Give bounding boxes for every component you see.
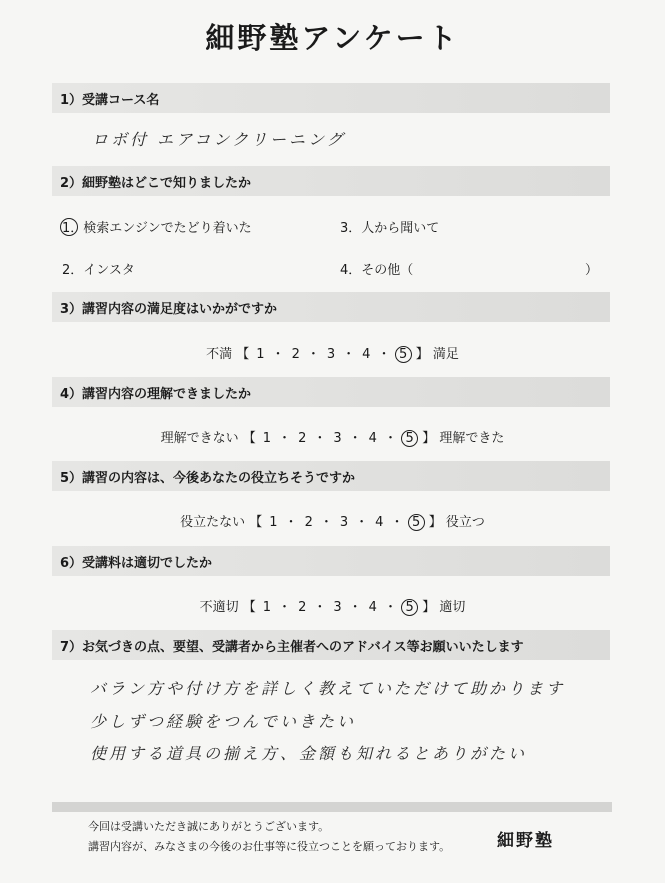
page-title: 細野塾アンケート xyxy=(205,21,460,55)
scale-left-label: 不満 xyxy=(206,347,233,362)
scale-sep: ・ xyxy=(377,347,391,362)
scale-sep: ・ xyxy=(383,431,397,446)
scale-right-label: 満足 xyxy=(432,347,459,362)
comment-line-2: 少しずつ経験をつんでいきたい xyxy=(90,712,357,731)
scale-num-selected: 5 xyxy=(395,346,412,363)
scale-sep: ・ xyxy=(348,431,362,446)
scale-satisfaction xyxy=(0,343,665,363)
scale-num: 2 xyxy=(298,431,307,446)
scale-open: 【 xyxy=(236,347,250,362)
option-search-engine: 1．検索エンジンでたどり着いた xyxy=(62,221,252,236)
question-bar-4 xyxy=(52,377,610,407)
comment-line-1: バラン方や付け方を詳しく教えていただけて助かります xyxy=(90,679,566,698)
question-5-label: 5）講習の内容は、今後あなたの役立ちそうですか xyxy=(60,471,356,486)
scale-num: 1 xyxy=(256,347,265,362)
question-1-label: 1）受講コース名 xyxy=(60,93,160,108)
scale-sep: ・ xyxy=(348,600,362,615)
scale-right-label: 理解できた xyxy=(439,431,505,446)
scale-sep: ・ xyxy=(383,600,397,615)
scale-sep: ・ xyxy=(355,515,369,530)
scale-num: 1 xyxy=(262,431,272,446)
question-bar-5 xyxy=(52,461,610,491)
option-other-close: ） xyxy=(585,263,599,278)
scale-understanding xyxy=(0,427,665,447)
scale-sep: ・ xyxy=(313,431,327,446)
scale-fee xyxy=(0,596,665,616)
scale-num: 3 xyxy=(333,600,342,615)
question-bar-7 xyxy=(52,630,610,660)
option-other: 4．その他（ xyxy=(340,263,414,278)
question-2-label: 2）細野塾はどこで知りましたか xyxy=(60,176,252,191)
scale-num-selected: 5 xyxy=(401,599,418,616)
footer-thanks: 今回は受講いただき誠にありがとうございます。 xyxy=(88,820,330,833)
scale-num: 1 xyxy=(269,515,278,530)
scale-num: 3 xyxy=(339,515,349,530)
option-word-of-mouth: 3．人から聞いて xyxy=(340,221,440,236)
scale-close: 】 xyxy=(422,431,436,446)
question-6-label: 6）受講料は適切でしたか xyxy=(60,556,213,571)
scale-num: 3 xyxy=(326,347,336,362)
scale-num: 4 xyxy=(375,515,384,530)
scale-right-label: 役立つ xyxy=(445,515,485,530)
scale-num: 4 xyxy=(368,431,377,446)
scale-num: 2 xyxy=(298,600,307,615)
scale-num: 3 xyxy=(333,431,342,446)
scale-left-label: 役立たない xyxy=(180,515,246,530)
scale-num-selected: 5 xyxy=(401,430,418,447)
scale-sep: ・ xyxy=(278,431,292,446)
footer-divider xyxy=(52,802,612,812)
scale-sep: ・ xyxy=(271,347,285,362)
question-bar-3 xyxy=(52,292,610,322)
comment-line-3: 使用する道具の揃え方、金額も知れるとありがたい xyxy=(90,744,528,763)
scale-num-selected: 5 xyxy=(408,514,425,531)
scale-right-label: 適切 xyxy=(439,600,466,615)
scale-close: 】 xyxy=(422,600,436,615)
scale-open: 【 xyxy=(242,431,256,446)
scale-sep: ・ xyxy=(319,515,333,530)
scale-close: 】 xyxy=(428,515,442,530)
scale-sep: ・ xyxy=(313,600,327,615)
option-instagram: 2．インスタ xyxy=(62,263,135,278)
question-4-label: 4）講習内容の理解できましたか xyxy=(60,387,252,402)
scale-sep: ・ xyxy=(278,600,292,615)
scale-num: 2 xyxy=(291,347,300,362)
footer-message: 講習内容が、みなさまの今後のお仕事等に役立つことを願っております。 xyxy=(88,840,451,853)
question-7-label: 7）お気づきの点、要望、受講者から主催者へのアドバイス等お願いいたします xyxy=(60,640,524,655)
scale-usefulness xyxy=(0,511,665,531)
scale-left-label: 不適切 xyxy=(199,600,239,615)
question-3-label: 3）講習内容の満足度はいかがですか xyxy=(60,302,278,317)
scale-open: 【 xyxy=(249,515,263,530)
scale-left-label: 理解できない xyxy=(160,431,239,446)
question-bar-1 xyxy=(52,83,610,113)
brand-name: 細野塾 xyxy=(497,831,554,851)
scale-open: 【 xyxy=(242,600,256,615)
scale-sep: ・ xyxy=(342,347,356,362)
scale-sep: ・ xyxy=(284,515,298,530)
scale-close: 】 xyxy=(415,347,429,362)
scale-sep: ・ xyxy=(306,347,320,362)
scale-num: 4 xyxy=(362,347,371,362)
question-bar-2 xyxy=(52,166,610,196)
answer-course-name: ロボ付 エアコンクリーニング xyxy=(92,130,346,149)
scale-num: 2 xyxy=(304,515,313,530)
scale-num: 1 xyxy=(262,600,272,615)
scale-num: 4 xyxy=(368,600,377,615)
question-bar-6 xyxy=(52,546,610,576)
scale-sep: ・ xyxy=(390,515,404,530)
